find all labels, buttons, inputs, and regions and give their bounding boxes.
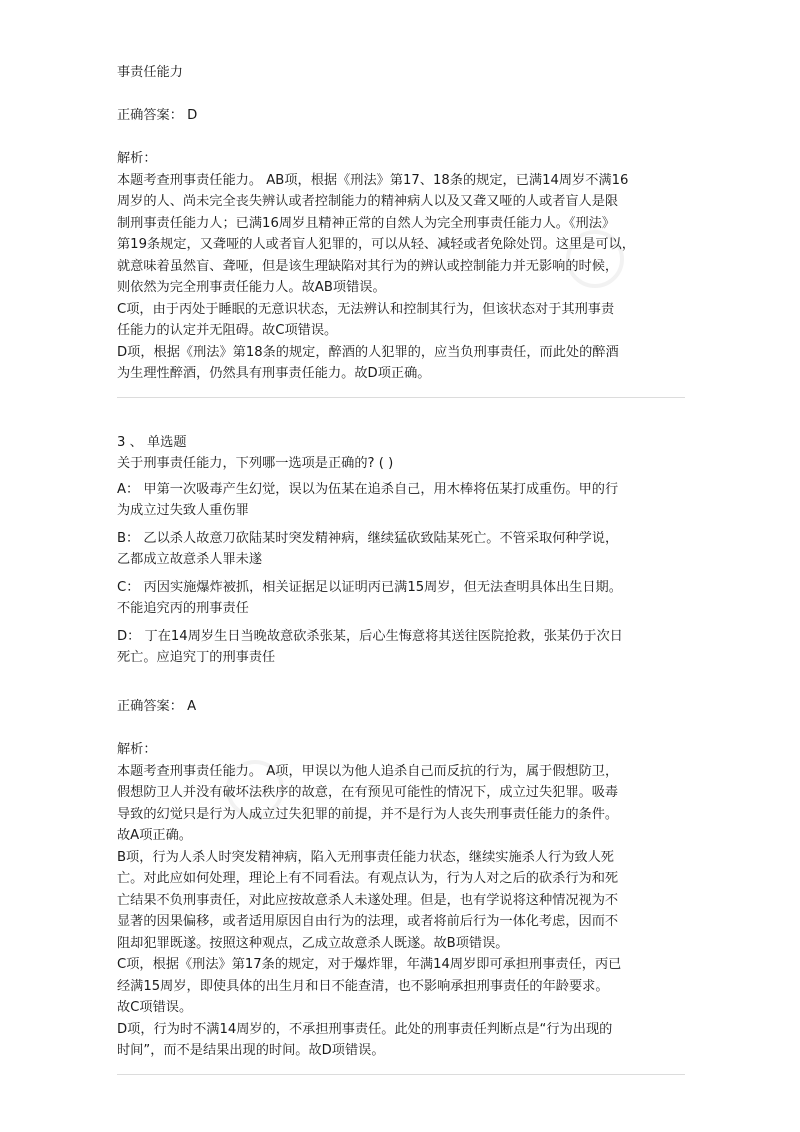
analysis-line: 本题考查刑事责任能力。 AB项，根据《刑法》第17、18条的规定，已满14周岁不满16 — [117, 172, 629, 188]
option-line: 为成立过失致人重伤罪 — [117, 503, 249, 518]
divider — [117, 1074, 685, 1075]
option-line: 乙都成立故意杀人罪未遂 — [117, 552, 263, 567]
analysis-line: 任能力的认定并无阻碍。故C项错误。 — [117, 323, 338, 338]
analysis-line: 就意味着虽然盲、聋哑，但是该生理缺陷对其行为的辨认或控制能力并无影响的时候， — [117, 258, 619, 274]
analysis-line: 假想防卫人并没有破坏法秩序的故意，在有预见可能性的情况下，成立过失犯罪。吸毒 — [117, 785, 619, 800]
option-line: B： 乙以杀人故意刀砍陆某时突发精神病，继续猛砍致陆某死亡。不管采取何种学说， — [117, 530, 619, 546]
option-c — [117, 577, 687, 620]
correct-answer: 正确答案： A — [117, 698, 197, 714]
analysis-line: 本题考查刑事责任能力。 A项，甲误以为他人追杀自己而反抗的行为，属于假想防卫， — [117, 763, 619, 779]
analysis-text — [117, 761, 687, 1062]
analysis-line: 则依然为完全刑事责任能力人。故AB项错误。 — [117, 280, 386, 295]
document-page — [117, 62, 687, 1075]
analysis-line: D项，根据《刑法》第18条的规定，醉酒的人犯罪的，应当负刑事责任，而此处的醉酒 — [117, 344, 619, 360]
analysis-text — [117, 170, 687, 385]
option-line: 不能追究丙的刑事责任 — [117, 601, 249, 616]
analysis-line: 经满15周岁，即使具体的出生月和日不能查清，也不影响承担刑事责任的年龄要求。 — [117, 978, 609, 994]
option-line: 死亡。应追究丁的刑事责任 — [117, 650, 276, 665]
analysis-line: C项，由于丙处于睡眠的无意识状态，无法辨认和控制其行为，但该状态对于其刑事责 — [117, 301, 615, 317]
option-line: A： 甲第一次吸毒产生幻觉，误以为伍某在追杀自己，用木棒将伍某打成重伤。甲的行 — [117, 481, 619, 497]
analysis-line: 故A项正确。 — [117, 828, 192, 843]
question-stem: 关于刑事责任能力，下列哪一选项是正确的? ( ) — [117, 456, 394, 471]
section-heading: 事责任能力 — [117, 65, 183, 80]
analysis-line: 显著的因果偏移，或者适用原因自由行为的法理，或者将前后行为一体化考虑，因而不 — [117, 914, 619, 929]
analysis-line: 导致的幻觉只是行为人成立过失犯罪的前提，并不是行为人丧失刑事责任能力的条件。 — [117, 806, 619, 822]
analysis-label: 解析： — [117, 151, 157, 166]
option-line: D： 丁在14周岁生日当晚故意砍杀张某，后心生悔意将其送往医院抢救，张某仍于次日 — [117, 628, 623, 644]
analysis-line: 时间”，而不是结果出现的时间。故D项错误。 — [117, 1043, 385, 1058]
analysis-line: 阻却犯罪既遂。按照这种观点，乙成立故意杀人既遂。故B项错误。 — [117, 935, 509, 951]
analysis-line: 第19条规定，又聋哑的人或者盲人犯罪的，可以从轻、减轻或者免除处罚。这里是可以， — [117, 237, 635, 252]
analysis-line: B项，行为人杀人时突发精神病，陷入无刑事责任能力状态，继续实施杀人行为致人死 — [117, 849, 614, 865]
option-line: C： 丙因实施爆炸被抓，相关证据足以证明丙已满15周岁，但无法查明具体出生日期。 — [117, 579, 622, 595]
option-b — [117, 528, 687, 571]
option-d — [117, 626, 687, 669]
analysis-label: 解析： — [117, 742, 157, 757]
analysis-line: 周岁的人、尚未完全丧失辨认或者控制能力的精神病人以及又聋又哑的人或者盲人是限 — [117, 194, 619, 209]
correct-answer: 正确答案： D — [117, 107, 198, 123]
analysis-line: D项，行为时不满14周岁的，不承担刑事责任。此处的刑事责任判断点是“行为出现的 — [117, 1021, 613, 1037]
question-type: 3 、 单选题 — [117, 434, 187, 450]
analysis-line: 为生理性醉酒，仍然具有刑事责任能力。故D项正确。 — [117, 366, 431, 381]
analysis-line: C项，根据《刑法》第17条的规定，对于爆炸罪，年满14周岁即可承担刑事责任，丙已 — [117, 957, 622, 972]
analysis-line: 亡结果不负刑事责任，对此应按故意杀人未遂处理。但是，也有学说将这种情况视为不 — [117, 892, 619, 908]
analysis-line: 亡。对此应如何处理，理论上有不同看法。有观点认为，行为人对之后的砍杀行为和死 — [117, 871, 619, 886]
analysis-line: 制刑事责任能力人；已满16周岁且精神正常的自然人为完全刑事责任能力人。《刑法》 — [117, 215, 616, 231]
option-a — [117, 479, 687, 522]
analysis-line: 故C项错误。 — [117, 1000, 193, 1015]
